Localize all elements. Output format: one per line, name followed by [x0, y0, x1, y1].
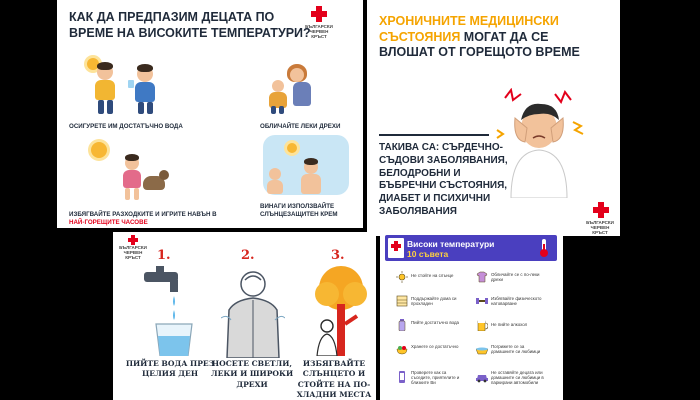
tip-water-text: Пийте достатъчно вода	[411, 320, 459, 325]
red-cross-logo	[311, 6, 327, 22]
ten-tips-subtitle: 10 съвета	[407, 249, 449, 259]
tip-clothes-text: Обличайте се с по-леки дрехи	[491, 272, 540, 283]
tip-cool-home-text: Поддържайте дома си прохладен	[411, 296, 457, 307]
thermometer-icon	[537, 238, 551, 258]
red-cross-logo	[391, 241, 401, 251]
tip-exercise-text: Избягвайте физическото натоварване	[491, 296, 542, 307]
tip-sun-text: Не стойте на слънце	[411, 273, 454, 278]
dumbbell-icon	[476, 294, 488, 306]
sun-icon	[396, 270, 408, 282]
chronic-conditions-panel	[367, 0, 620, 236]
shade-tree-icon	[311, 264, 371, 356]
step-1-number: 1.	[157, 248, 171, 263]
tip-check-neighbors-text: Проверете как са съседите, приятелите и близките Ви	[411, 370, 460, 386]
red-cross-logo	[128, 235, 138, 245]
chronic-conditions-list: ТАКИВА СА: СЪРДЕЧНО-СЪДОВИ ЗАБОЛЯВАНИЯ, БЕЛОДРОБНИ И БЪБРЕЧНИ СЪСТОЯНИЯ, ДИАБЕТ И ПСИХИЧНИ ЗАБОЛЯВАНИЯ	[379, 142, 508, 217]
red-cross-logo	[593, 202, 609, 218]
tip-sunscreen-caption: ВИНАГИ ИЗПОЛЗВАЙТЕ СЛЪНЦЕЗАЩИТЕН КРЕМ	[260, 203, 338, 219]
glass-icon	[128, 80, 134, 88]
pet-bowl-icon	[476, 342, 488, 354]
ten-tips-panel	[380, 232, 563, 400]
salad-icon	[396, 342, 408, 354]
light-shirt-man-icon	[221, 268, 285, 358]
step-2-caption: НОСЕТЕ СВЕТЛИ, ЛЕКИ И ШИРОКИ ДРЕХИ	[210, 359, 294, 389]
sun-icon	[91, 142, 107, 158]
ten-tips-title: Високи температури	[407, 239, 495, 249]
step-3-caption: ИЗБЯГВАЙТЕ СЛЪНЦЕТО И СТОЙТЕ НА ПО-ХЛАДНИ МЕСТА	[296, 359, 372, 399]
tip-eat-text: Хранете се достатъчно	[411, 344, 459, 349]
title-divider	[379, 134, 489, 136]
bottle-icon	[396, 318, 408, 330]
step-3-number: 3.	[331, 248, 345, 263]
step-1-caption: ПИЙТЕ ВОДА ПРЕЗ ЦЕЛИЯ ДЕН	[125, 359, 215, 379]
tip-light-clothes-caption: ОБЛИЧАЙТЕ ЛЕКИ ДРЕХИ	[260, 123, 341, 130]
sun-icon	[287, 143, 297, 153]
phone-icon	[396, 370, 408, 382]
ten-tips-header	[385, 235, 557, 261]
window-icon	[396, 294, 408, 306]
heat-children-title: КАК ДА ПРЕДПАЗИМ ДЕЦАТА ПО ВРЕМЕ НА ВИСОКИТЕ ТЕМПЕРАТУРИ?	[69, 10, 311, 40]
step-2-number: 2.	[241, 248, 255, 263]
hottest-hours-highlight: НАЙ-ГОРЕЩИТЕ ЧАСОВЕ	[69, 219, 148, 227]
red-cross-org-name: БЪЛГАРСКИ ЧЕРВЕН КРЪСТ	[119, 245, 147, 260]
faucet-glass-icon	[138, 266, 198, 356]
red-cross-org-name: БЪЛГАРСКИ ЧЕРВЕН КРЪСТ	[305, 24, 333, 39]
heat-children-panel	[57, 0, 363, 228]
tip-car-text: Не оставяйте децата или домашните си любимци в паркирани автомобили	[491, 370, 544, 386]
beer-icon	[476, 318, 488, 330]
red-cross-org-name: БЪЛГАРСКИ ЧЕРВЕН КРЪСТ	[586, 220, 614, 235]
tip-water-caption: ОСИГУРЕТЕ ИМ ДОСТАТЪЧНО ВОДА	[69, 123, 183, 130]
tip-pets-text: Погрижете се за домашните си любимци	[491, 344, 541, 355]
tip-alcohol-text: Не пийте алкохол	[491, 322, 528, 327]
tip-avoid-outdoors-caption: ИЗБЯГВАЙТЕ РАЗХОДКИТЕ И ИГРИТЕ НАВЪН В НАЙ-ГОРЕЩИТЕ ЧАСОВЕ	[69, 211, 217, 227]
car-icon	[476, 370, 488, 382]
three-steps-panel	[113, 232, 376, 400]
chronic-conditions-title: ХРОНИЧНИТЕ МЕДИЦИНСКИ СЪСТОЯНИЯ МОГАТ ДА СЕ ВЛОШАТ ОТ ГОРЕЩОТО ВРЕМЕ	[379, 14, 580, 60]
tshirt-icon	[476, 270, 488, 282]
